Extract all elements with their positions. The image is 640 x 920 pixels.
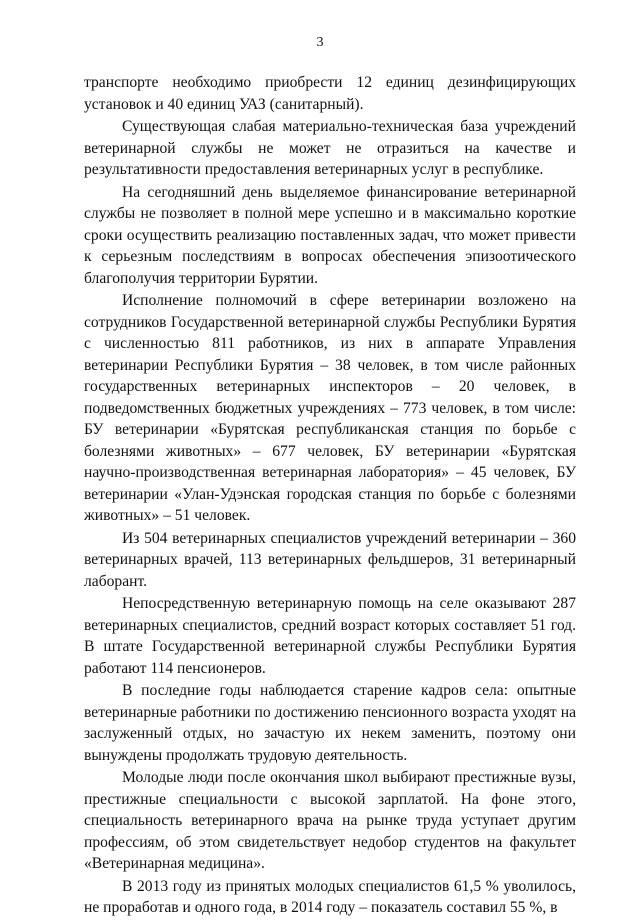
paragraph: Существующая слабая материально-техническая база учреждений ветеринарной службы не может не отразиться на качестве и результативности предоставления ветеринарных услуг в республике. (84, 118, 576, 178)
paragraph: Исполнение полномочий в сфере ветеринарии возложено на сотрудников Государственной ветеринарной службы Республики Бурятия с численностью 811 работников, из них в аппарате Управления ветеринарии Республики Бурятия – 38 человек, в том числе районных государственных ветеринарных инспекторов – 20 человек, в подведомственных бюджетных учреждениях – 773 человек, в том числе: БУ ветеринарии «Бурятская республиканская станция по борьбе с болезнями животных» – 677 человек, БУ ветеринарии «Бурятская научно-производственная ветеринарная лаборатория» – 45 человек, БУ ветеринарии «Улан-Удэнская городская станция по борьбе с болезнями животных» – 51 человек. (84, 292, 576, 524)
paragraph: В последние годы наблюдается старение кадров села: опытные ветеринарные работники по достижению пенсионного возраста уходят на заслуженный отдых, но зачастую их некем заменить, поэтому они вынуждены продолжать трудовую деятельность. (84, 682, 576, 764)
paragraph: Молодые люди после окончания школ выбирают престижные вузы, престижные специальности с высокой зарплатой. На фоне этого, специальность ветеринарного врача на рынке труда уступает другим профессиям, об этом свидетельствует недобор студентов на факультет «Ветеринарная медицина». (84, 769, 576, 872)
paragraph: На сегодняшний день выделяемое финансирование ветеринарной службы не позволяет в полной мере успешно и в максимально короткие сроки осуществить реализацию поставленных задач, что может привести к серьезным последствиям в вопросах обеспечения эпизоотического благополучия территории Бурятии. (84, 183, 576, 287)
paragraph: Непосредственную ветеринарную помощь на селе оказывают 287 ветеринарных специалистов, средний возраст которых составляет 51 год. В штате Государственной ветеринарной службы Республики Бурятия работают 114 пенсионеров. (84, 595, 576, 677)
paragraph: Из 504 ветеринарных специалистов учреждений ветеринарии – 360 ветеринарных врачей, 113 ветеринарных фельдшеров, 31 ветеринарный лаборант. (84, 529, 576, 590)
paragraph: транспорте необходимо приобрести 12 единиц дезинфицирующих установок и 40 единиц УАЗ (санитарный). (84, 74, 576, 113)
body-text (84, 72, 576, 920)
paragraph: В 2013 году из принятых молодых специалистов 61,5 % уволилось, не проработав и одного года, в 2014 году – показатель составил 55 %, в (84, 877, 576, 916)
page-number: 3 (316, 35, 324, 50)
